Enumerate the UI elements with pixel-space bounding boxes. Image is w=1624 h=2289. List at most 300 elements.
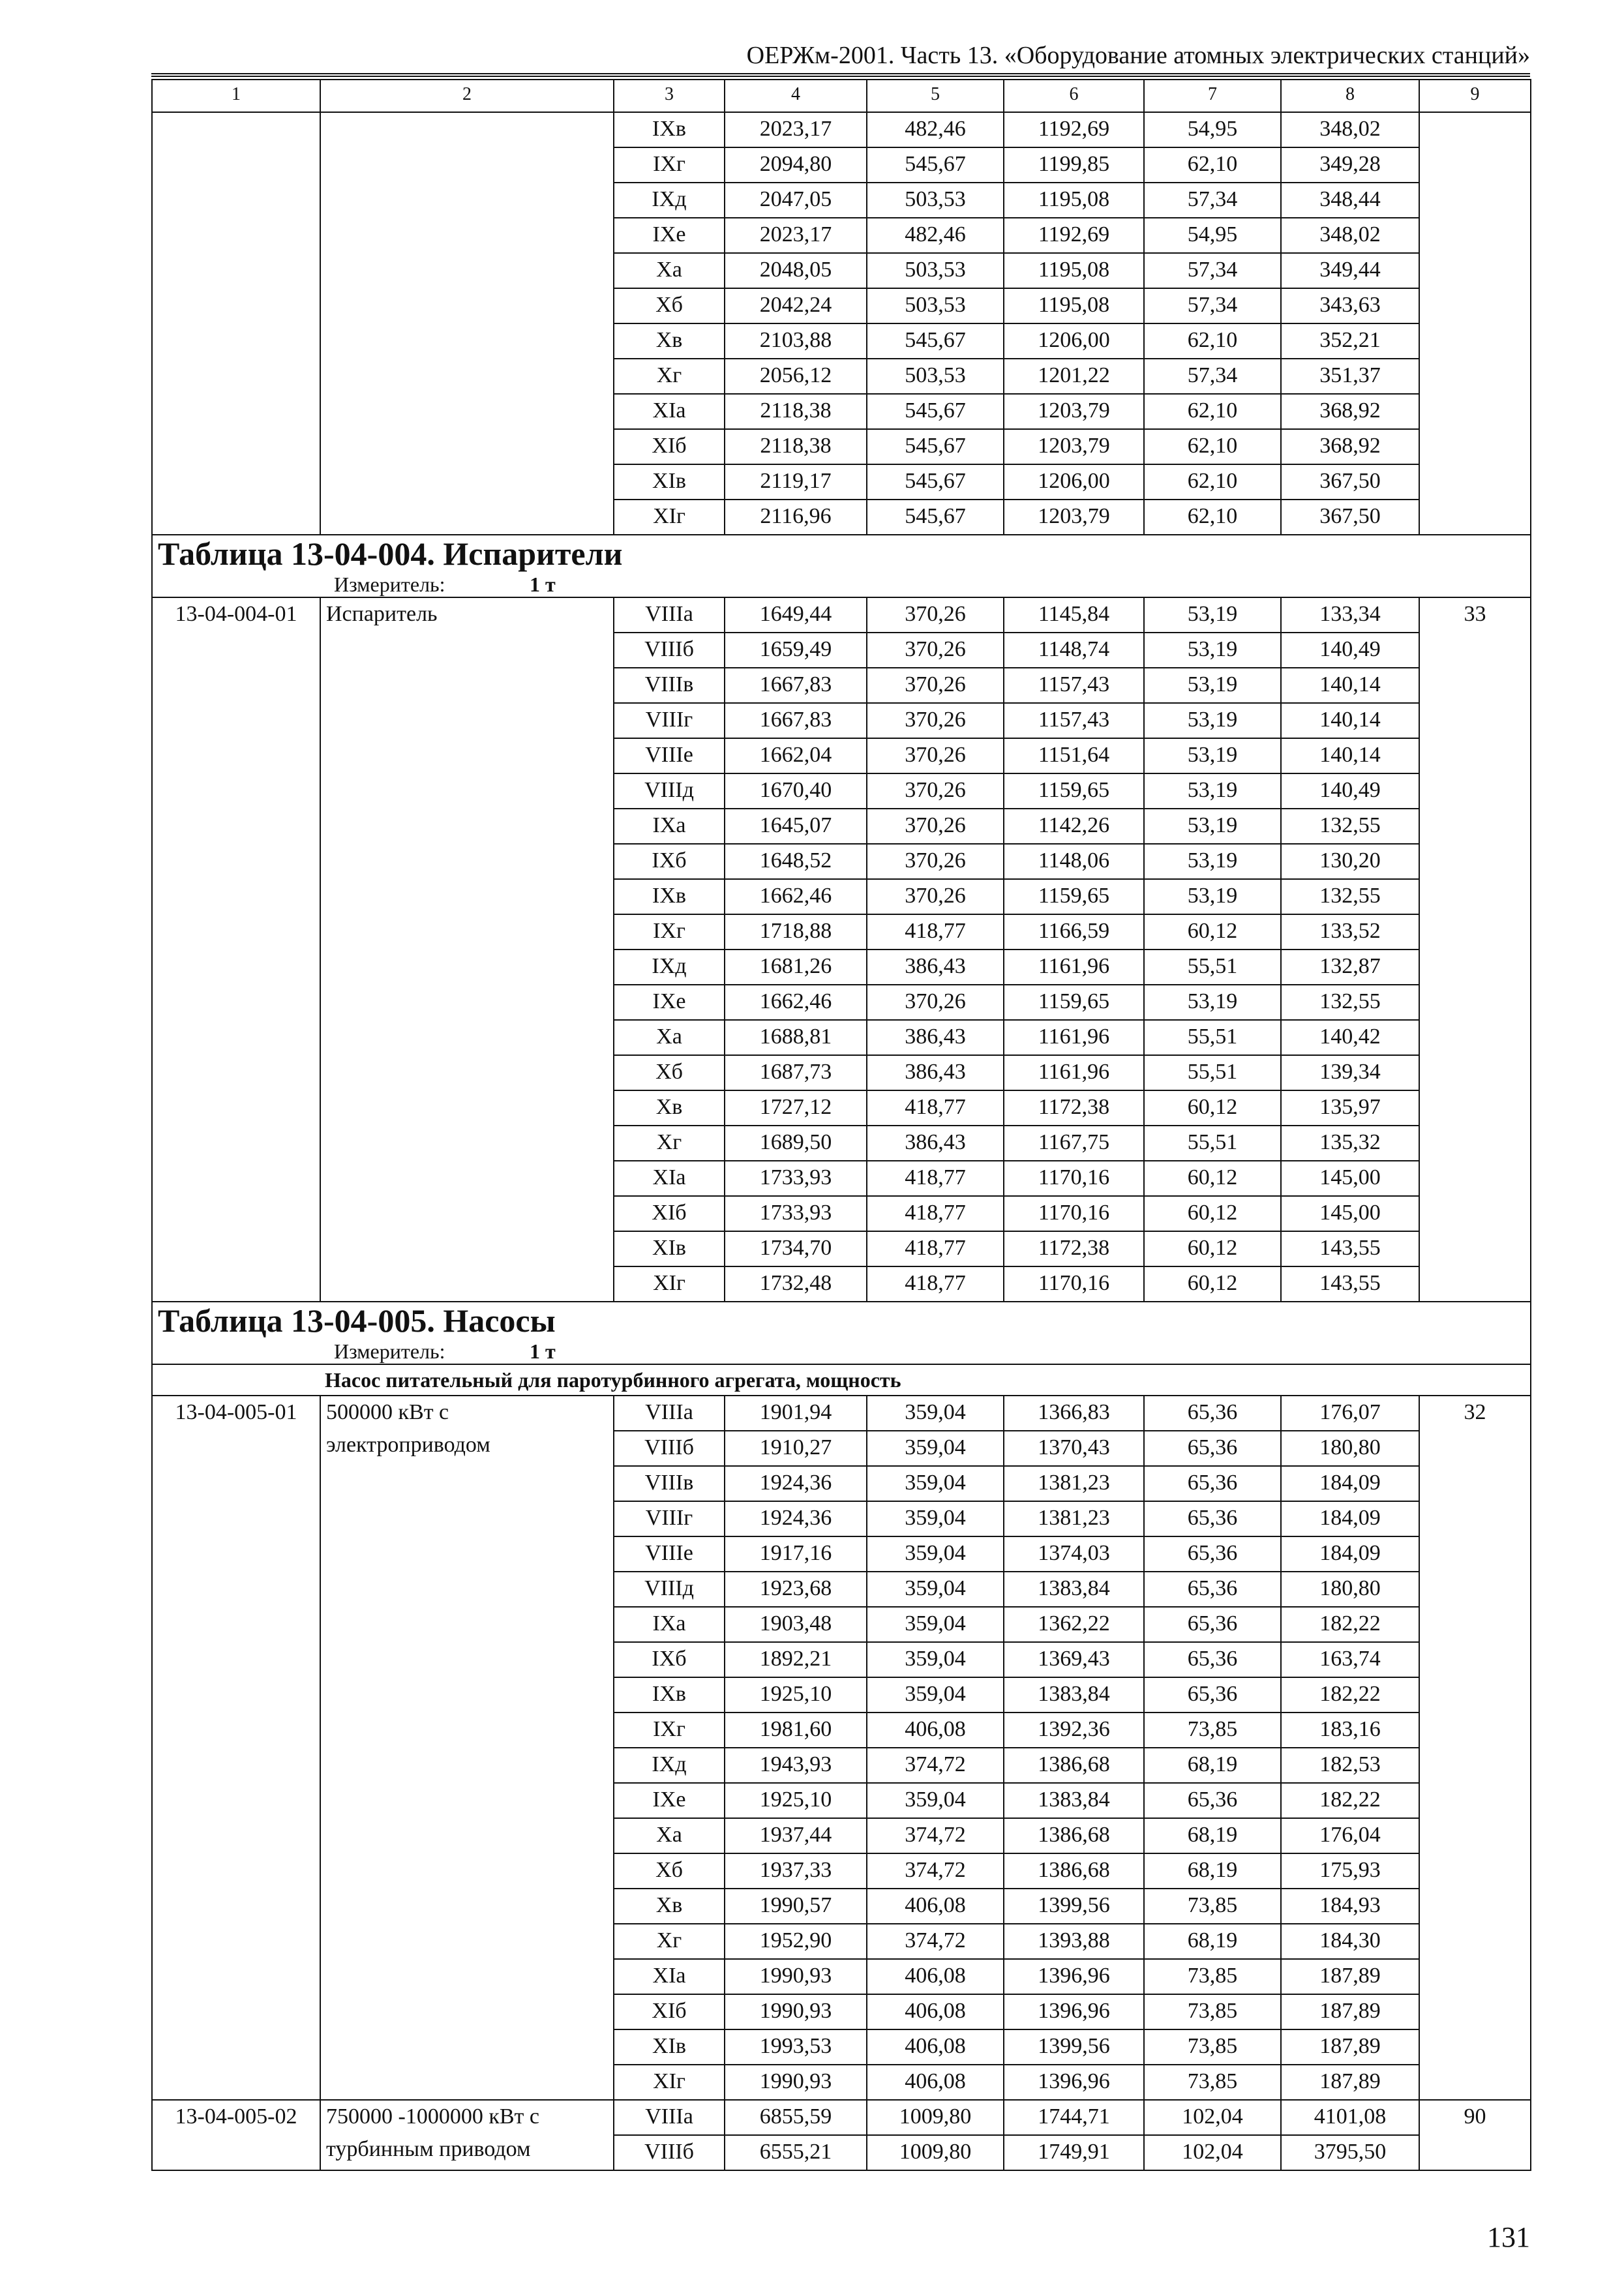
zone-cell: XIа bbox=[614, 1959, 725, 1994]
value-cell: 187,89 bbox=[1281, 2029, 1419, 2065]
value-cell: 1167,75 bbox=[1004, 1126, 1144, 1161]
value-cell: 143,55 bbox=[1281, 1231, 1419, 1266]
value-cell: 1369,43 bbox=[1004, 1642, 1144, 1677]
value-cell: 1192,69 bbox=[1004, 218, 1144, 253]
value-cell: 406,08 bbox=[867, 1713, 1004, 1748]
value-cell: 132,55 bbox=[1281, 985, 1419, 1020]
value-cell: 1659,49 bbox=[725, 633, 867, 668]
value-cell: 1990,93 bbox=[725, 2065, 867, 2100]
zone-cell: XIг bbox=[614, 1266, 725, 1302]
value-cell: 55,51 bbox=[1144, 1020, 1281, 1055]
value-cell: 352,21 bbox=[1281, 323, 1419, 359]
value-cell: 1370,43 bbox=[1004, 1431, 1144, 1466]
value-cell: 368,92 bbox=[1281, 394, 1419, 429]
value-cell: 1170,16 bbox=[1004, 1196, 1144, 1231]
value-cell: 359,04 bbox=[867, 1572, 1004, 1607]
value-cell: 1195,08 bbox=[1004, 288, 1144, 323]
value-cell: 184,09 bbox=[1281, 1466, 1419, 1501]
value-cell: 418,77 bbox=[867, 1196, 1004, 1231]
zone-cell: XIб bbox=[614, 1994, 725, 2029]
zone-cell: Xб bbox=[614, 1853, 725, 1889]
item-col9: 33 bbox=[1419, 597, 1531, 1302]
value-cell: 65,36 bbox=[1144, 1396, 1281, 1431]
value-cell: 53,19 bbox=[1144, 773, 1281, 809]
value-cell: 406,08 bbox=[867, 1889, 1004, 1924]
value-cell: 370,26 bbox=[867, 703, 1004, 738]
column-number: 3 bbox=[614, 80, 725, 112]
value-cell: 176,04 bbox=[1281, 1818, 1419, 1853]
value-cell: 386,43 bbox=[867, 1126, 1004, 1161]
value-cell: 1662,04 bbox=[725, 738, 867, 773]
column-number: 1 bbox=[152, 80, 320, 112]
value-cell: 1206,00 bbox=[1004, 323, 1144, 359]
value-cell: 1681,26 bbox=[725, 950, 867, 985]
value-cell: 1925,10 bbox=[725, 1783, 867, 1818]
value-cell: 503,53 bbox=[867, 253, 1004, 288]
value-cell: 68,19 bbox=[1144, 1818, 1281, 1853]
value-cell: 1199,85 bbox=[1004, 147, 1144, 183]
value-cell: 1688,81 bbox=[725, 1020, 867, 1055]
value-cell: 55,51 bbox=[1144, 1126, 1281, 1161]
zone-cell: VIIIг bbox=[614, 703, 725, 738]
measure-value: 1 т bbox=[530, 1339, 556, 1363]
value-cell: 1145,84 bbox=[1004, 597, 1144, 633]
zone-cell: VIIIд bbox=[614, 773, 725, 809]
table-row bbox=[152, 597, 1531, 633]
name-cell bbox=[320, 112, 614, 535]
zone-cell: Xа bbox=[614, 1818, 725, 1853]
value-cell: 1993,53 bbox=[725, 2029, 867, 2065]
value-cell: 57,34 bbox=[1144, 183, 1281, 218]
zone-cell: XIа bbox=[614, 1161, 725, 1196]
value-cell: 545,67 bbox=[867, 394, 1004, 429]
value-cell: 1362,22 bbox=[1004, 1607, 1144, 1642]
value-cell: 163,74 bbox=[1281, 1642, 1419, 1677]
value-cell: 370,26 bbox=[867, 773, 1004, 809]
value-cell: 348,02 bbox=[1281, 112, 1419, 147]
value-cell: 132,55 bbox=[1281, 879, 1419, 914]
value-cell: 374,72 bbox=[867, 1818, 1004, 1853]
value-cell: 374,72 bbox=[867, 1853, 1004, 1889]
value-cell: 62,10 bbox=[1144, 500, 1281, 535]
value-cell: 482,46 bbox=[867, 112, 1004, 147]
zone-cell: Xв bbox=[614, 323, 725, 359]
running-header: ОЕРЖм-2001. Часть 13. «Оборудование атомных электрических станций» bbox=[151, 38, 1530, 77]
zone-cell: VIIIе bbox=[614, 738, 725, 773]
value-cell: 140,14 bbox=[1281, 703, 1419, 738]
value-cell: 1667,83 bbox=[725, 668, 867, 703]
column-number: 9 bbox=[1419, 80, 1531, 112]
value-cell: 1399,56 bbox=[1004, 1889, 1144, 1924]
measure-value: 1 т bbox=[530, 573, 556, 596]
value-cell: 370,26 bbox=[867, 668, 1004, 703]
value-cell: 1670,40 bbox=[725, 773, 867, 809]
value-cell: 418,77 bbox=[867, 1266, 1004, 1302]
value-cell: 343,63 bbox=[1281, 288, 1419, 323]
value-cell: 1201,22 bbox=[1004, 359, 1144, 394]
value-cell: 1172,38 bbox=[1004, 1231, 1144, 1266]
item-code: 13-04-005-01 bbox=[152, 1396, 320, 2100]
zone-cell: IXе bbox=[614, 1783, 725, 1818]
value-cell: 348,44 bbox=[1281, 183, 1419, 218]
value-cell: 53,19 bbox=[1144, 738, 1281, 773]
item-name: Испаритель bbox=[320, 597, 614, 1302]
value-cell: 1148,06 bbox=[1004, 844, 1144, 879]
value-cell: 130,20 bbox=[1281, 844, 1419, 879]
value-cell: 1392,36 bbox=[1004, 1713, 1144, 1748]
zone-cell: XIа bbox=[614, 394, 725, 429]
value-cell: 1396,96 bbox=[1004, 1994, 1144, 2029]
value-cell: 53,19 bbox=[1144, 809, 1281, 844]
col9-cell bbox=[1419, 112, 1531, 535]
zone-cell: Xв bbox=[614, 1889, 725, 1924]
value-cell: 359,04 bbox=[867, 1536, 1004, 1572]
zone-cell: IXг bbox=[614, 147, 725, 183]
value-cell: 145,00 bbox=[1281, 1196, 1419, 1231]
value-cell: 370,26 bbox=[867, 597, 1004, 633]
value-cell: 545,67 bbox=[867, 500, 1004, 535]
value-cell: 65,36 bbox=[1144, 1783, 1281, 1818]
value-cell: 143,55 bbox=[1281, 1266, 1419, 1302]
value-cell: 53,19 bbox=[1144, 633, 1281, 668]
value-cell: 1383,84 bbox=[1004, 1572, 1144, 1607]
value-cell: 62,10 bbox=[1144, 394, 1281, 429]
column-number: 2 bbox=[320, 80, 614, 112]
value-cell: 73,85 bbox=[1144, 1959, 1281, 1994]
zone-cell: VIIIд bbox=[614, 1572, 725, 1607]
value-cell: 406,08 bbox=[867, 2065, 1004, 2100]
value-cell: 2118,38 bbox=[725, 394, 867, 429]
value-cell: 65,36 bbox=[1144, 1536, 1281, 1572]
column-number: 4 bbox=[725, 80, 867, 112]
value-cell: 1744,71 bbox=[1004, 2100, 1144, 2135]
value-cell: 2048,05 bbox=[725, 253, 867, 288]
value-cell: 1161,96 bbox=[1004, 1020, 1144, 1055]
value-cell: 68,19 bbox=[1144, 1748, 1281, 1783]
value-cell: 62,10 bbox=[1144, 147, 1281, 183]
zone-cell: XIг bbox=[614, 2065, 725, 2100]
value-cell: 1689,50 bbox=[725, 1126, 867, 1161]
zone-cell: VIIIа bbox=[614, 1396, 725, 1431]
zone-cell: XIб bbox=[614, 429, 725, 464]
value-cell: 53,19 bbox=[1144, 844, 1281, 879]
value-cell: 60,12 bbox=[1144, 1231, 1281, 1266]
value-cell: 1170,16 bbox=[1004, 1266, 1144, 1302]
zone-cell: XIв bbox=[614, 1231, 725, 1266]
zone-cell: Xв bbox=[614, 1090, 725, 1126]
value-cell: 1393,88 bbox=[1004, 1924, 1144, 1959]
value-cell: 2103,88 bbox=[725, 323, 867, 359]
value-cell: 65,36 bbox=[1144, 1466, 1281, 1501]
value-cell: 1170,16 bbox=[1004, 1161, 1144, 1196]
value-cell: 1206,00 bbox=[1004, 464, 1144, 500]
value-cell: 349,44 bbox=[1281, 253, 1419, 288]
value-cell: 6855,59 bbox=[725, 2100, 867, 2135]
value-cell: 418,77 bbox=[867, 1231, 1004, 1266]
value-cell: 102,04 bbox=[1144, 2100, 1281, 2135]
zone-cell: IXе bbox=[614, 985, 725, 1020]
value-cell: 1645,07 bbox=[725, 809, 867, 844]
value-cell: 62,10 bbox=[1144, 464, 1281, 500]
value-cell: 1159,65 bbox=[1004, 985, 1144, 1020]
zone-cell: IXв bbox=[614, 1677, 725, 1713]
value-cell: 374,72 bbox=[867, 1748, 1004, 1783]
value-cell: 1662,46 bbox=[725, 985, 867, 1020]
measure-row bbox=[152, 572, 1531, 597]
value-cell: 2023,17 bbox=[725, 218, 867, 253]
value-cell: 140,14 bbox=[1281, 668, 1419, 703]
value-cell: 60,12 bbox=[1144, 1090, 1281, 1126]
value-cell: 1151,64 bbox=[1004, 738, 1144, 773]
value-cell: 53,19 bbox=[1144, 597, 1281, 633]
value-cell: 1981,60 bbox=[725, 1713, 867, 1748]
value-cell: 1159,65 bbox=[1004, 773, 1144, 809]
value-cell: 1381,23 bbox=[1004, 1466, 1144, 1501]
value-cell: 1733,93 bbox=[725, 1196, 867, 1231]
zone-cell: Xб bbox=[614, 288, 725, 323]
value-cell: 1386,68 bbox=[1004, 1853, 1144, 1889]
value-cell: 65,36 bbox=[1144, 1572, 1281, 1607]
value-cell: 1687,73 bbox=[725, 1055, 867, 1090]
value-cell: 145,00 bbox=[1281, 1161, 1419, 1196]
table-row bbox=[152, 1396, 1531, 1431]
column-number: 5 bbox=[867, 80, 1004, 112]
value-cell: 545,67 bbox=[867, 429, 1004, 464]
value-cell: 406,08 bbox=[867, 2029, 1004, 2065]
value-cell: 368,92 bbox=[1281, 429, 1419, 464]
value-cell: 1166,59 bbox=[1004, 914, 1144, 950]
value-cell: 135,97 bbox=[1281, 1090, 1419, 1126]
zone-cell: XIв bbox=[614, 464, 725, 500]
value-cell: 1923,68 bbox=[725, 1572, 867, 1607]
value-cell: 1727,12 bbox=[725, 1090, 867, 1126]
value-cell: 1892,21 bbox=[725, 1642, 867, 1677]
zone-cell: VIIIб bbox=[614, 1431, 725, 1466]
zone-cell: IXг bbox=[614, 914, 725, 950]
value-cell: 140,14 bbox=[1281, 738, 1419, 773]
value-cell: 367,50 bbox=[1281, 464, 1419, 500]
value-cell: 132,55 bbox=[1281, 809, 1419, 844]
value-cell: 57,34 bbox=[1144, 253, 1281, 288]
value-cell: 68,19 bbox=[1144, 1924, 1281, 1959]
zone-cell: Xб bbox=[614, 1055, 725, 1090]
zone-cell: IXа bbox=[614, 1607, 725, 1642]
value-cell: 60,12 bbox=[1144, 1161, 1281, 1196]
item-col9: 32 bbox=[1419, 1396, 1531, 2100]
value-cell: 1172,38 bbox=[1004, 1090, 1144, 1126]
value-cell: 187,89 bbox=[1281, 1994, 1419, 2029]
value-cell: 2094,80 bbox=[725, 147, 867, 183]
table-row bbox=[152, 2100, 1531, 2135]
value-cell: 183,16 bbox=[1281, 1713, 1419, 1748]
item-name: 750000 -1000000 кВт с турбинным приводом bbox=[320, 2100, 614, 2170]
value-cell: 418,77 bbox=[867, 914, 1004, 950]
value-cell: 60,12 bbox=[1144, 1266, 1281, 1302]
value-cell: 1366,83 bbox=[1004, 1396, 1144, 1431]
value-cell: 386,43 bbox=[867, 1020, 1004, 1055]
table-title-row bbox=[152, 535, 1531, 572]
value-cell: 1142,26 bbox=[1004, 809, 1144, 844]
zone-cell: VIIIб bbox=[614, 633, 725, 668]
value-cell: 503,53 bbox=[867, 183, 1004, 218]
value-cell: 132,87 bbox=[1281, 950, 1419, 985]
value-cell: 1195,08 bbox=[1004, 253, 1144, 288]
value-cell: 1161,96 bbox=[1004, 950, 1144, 985]
value-cell: 1924,36 bbox=[725, 1501, 867, 1536]
item-name: 500000 кВт с электроприводом bbox=[320, 1396, 614, 2100]
value-cell: 182,22 bbox=[1281, 1607, 1419, 1642]
value-cell: 1386,68 bbox=[1004, 1748, 1144, 1783]
value-cell: 73,85 bbox=[1144, 2065, 1281, 2100]
value-cell: 184,09 bbox=[1281, 1536, 1419, 1572]
group-row bbox=[152, 1364, 1531, 1396]
value-cell: 418,77 bbox=[867, 1161, 1004, 1196]
measure-label: Измеритель: bbox=[334, 1339, 445, 1363]
value-cell: 359,04 bbox=[867, 1607, 1004, 1642]
value-cell: 1396,96 bbox=[1004, 1959, 1144, 1994]
value-cell: 1157,43 bbox=[1004, 668, 1144, 703]
value-cell: 182,53 bbox=[1281, 1748, 1419, 1783]
value-cell: 370,26 bbox=[867, 738, 1004, 773]
value-cell: 55,51 bbox=[1144, 1055, 1281, 1090]
value-cell: 1910,27 bbox=[725, 1431, 867, 1466]
value-cell: 370,26 bbox=[867, 844, 1004, 879]
value-cell: 6555,21 bbox=[725, 2135, 867, 2170]
value-cell: 359,04 bbox=[867, 1466, 1004, 1501]
value-cell: 1383,84 bbox=[1004, 1677, 1144, 1713]
value-cell: 1937,44 bbox=[725, 1818, 867, 1853]
value-cell: 348,02 bbox=[1281, 218, 1419, 253]
value-cell: 2118,38 bbox=[725, 429, 867, 464]
value-cell: 180,80 bbox=[1281, 1431, 1419, 1466]
column-number-row bbox=[152, 80, 1531, 112]
value-cell: 133,52 bbox=[1281, 914, 1419, 950]
value-cell: 1718,88 bbox=[725, 914, 867, 950]
table-row bbox=[152, 112, 1531, 147]
value-cell: 503,53 bbox=[867, 359, 1004, 394]
value-cell: 1009,80 bbox=[867, 2100, 1004, 2135]
column-number: 6 bbox=[1004, 80, 1144, 112]
zone-cell: VIIIв bbox=[614, 668, 725, 703]
value-cell: 1734,70 bbox=[725, 1231, 867, 1266]
value-cell: 176,07 bbox=[1281, 1396, 1419, 1431]
value-cell: 1990,93 bbox=[725, 1959, 867, 1994]
value-cell: 1952,90 bbox=[725, 1924, 867, 1959]
value-cell: 1990,93 bbox=[725, 1994, 867, 2029]
value-cell: 1732,48 bbox=[725, 1266, 867, 1302]
zone-cell: IXв bbox=[614, 879, 725, 914]
value-cell: 1161,96 bbox=[1004, 1055, 1144, 1090]
value-cell: 1925,10 bbox=[725, 1677, 867, 1713]
value-cell: 73,85 bbox=[1144, 1889, 1281, 1924]
value-cell: 187,89 bbox=[1281, 1959, 1419, 1994]
measure-row bbox=[152, 1339, 1531, 1364]
value-cell: 545,67 bbox=[867, 464, 1004, 500]
value-cell: 367,50 bbox=[1281, 500, 1419, 535]
value-cell: 1195,08 bbox=[1004, 183, 1144, 218]
value-cell: 2042,24 bbox=[725, 288, 867, 323]
value-cell: 55,51 bbox=[1144, 950, 1281, 985]
zone-cell: Xа bbox=[614, 253, 725, 288]
value-cell: 73,85 bbox=[1144, 2029, 1281, 2065]
table-title: Таблица 13-04-005. Насосы bbox=[152, 1302, 1531, 1339]
zone-cell: Xа bbox=[614, 1020, 725, 1055]
value-cell: 1649,44 bbox=[725, 597, 867, 633]
table-title-row bbox=[152, 1302, 1531, 1339]
zone-cell: XIг bbox=[614, 500, 725, 535]
value-cell: 1396,96 bbox=[1004, 2065, 1144, 2100]
value-cell: 65,36 bbox=[1144, 1431, 1281, 1466]
value-cell: 65,36 bbox=[1144, 1607, 1281, 1642]
value-cell: 65,36 bbox=[1144, 1642, 1281, 1677]
zone-cell: IXв bbox=[614, 112, 725, 147]
table-title: Таблица 13-04-004. Испарители bbox=[152, 535, 1531, 572]
value-cell: 359,04 bbox=[867, 1501, 1004, 1536]
value-cell: 60,12 bbox=[1144, 1196, 1281, 1231]
value-cell: 1381,23 bbox=[1004, 1501, 1144, 1536]
zone-cell: VIIIб bbox=[614, 2135, 725, 2170]
value-cell: 1924,36 bbox=[725, 1466, 867, 1501]
value-cell: 386,43 bbox=[867, 950, 1004, 985]
value-cell: 184,09 bbox=[1281, 1501, 1419, 1536]
value-cell: 65,36 bbox=[1144, 1677, 1281, 1713]
value-cell: 133,34 bbox=[1281, 597, 1419, 633]
zone-cell: Xг bbox=[614, 359, 725, 394]
zone-cell: IXб bbox=[614, 844, 725, 879]
value-cell: 1399,56 bbox=[1004, 2029, 1144, 2065]
value-cell: 370,26 bbox=[867, 633, 1004, 668]
value-cell: 370,26 bbox=[867, 809, 1004, 844]
value-cell: 53,19 bbox=[1144, 668, 1281, 703]
value-cell: 1937,33 bbox=[725, 1853, 867, 1889]
zone-cell: Xг bbox=[614, 1126, 725, 1161]
zone-cell: IXе bbox=[614, 218, 725, 253]
code-cell bbox=[152, 112, 320, 535]
value-cell: 349,28 bbox=[1281, 147, 1419, 183]
item-code: 13-04-004-01 bbox=[152, 597, 320, 1302]
value-cell: 359,04 bbox=[867, 1642, 1004, 1677]
value-cell: 182,22 bbox=[1281, 1783, 1419, 1818]
value-cell: 406,08 bbox=[867, 1959, 1004, 1994]
value-cell: 57,34 bbox=[1144, 359, 1281, 394]
value-cell: 140,49 bbox=[1281, 633, 1419, 668]
value-cell: 1148,74 bbox=[1004, 633, 1144, 668]
value-cell: 73,85 bbox=[1144, 1994, 1281, 2029]
value-cell: 62,10 bbox=[1144, 323, 1281, 359]
value-cell: 1157,43 bbox=[1004, 703, 1144, 738]
value-cell: 386,43 bbox=[867, 1055, 1004, 1090]
column-number: 7 bbox=[1144, 80, 1281, 112]
value-cell: 73,85 bbox=[1144, 1713, 1281, 1748]
value-cell: 418,77 bbox=[867, 1090, 1004, 1126]
value-cell: 53,19 bbox=[1144, 879, 1281, 914]
zone-cell: VIIIе bbox=[614, 1536, 725, 1572]
value-cell: 140,49 bbox=[1281, 773, 1419, 809]
value-cell: 2119,17 bbox=[725, 464, 867, 500]
value-cell: 54,95 bbox=[1144, 218, 1281, 253]
rates-table bbox=[151, 79, 1531, 2171]
value-cell: 68,19 bbox=[1144, 1853, 1281, 1889]
value-cell: 359,04 bbox=[867, 1396, 1004, 1431]
value-cell: 1749,91 bbox=[1004, 2135, 1144, 2170]
value-cell: 545,67 bbox=[867, 147, 1004, 183]
value-cell: 135,32 bbox=[1281, 1126, 1419, 1161]
value-cell: 545,67 bbox=[867, 323, 1004, 359]
item-col9: 90 bbox=[1419, 2100, 1531, 2170]
value-cell: 370,26 bbox=[867, 985, 1004, 1020]
zone-cell: IXа bbox=[614, 809, 725, 844]
value-cell: 359,04 bbox=[867, 1677, 1004, 1713]
